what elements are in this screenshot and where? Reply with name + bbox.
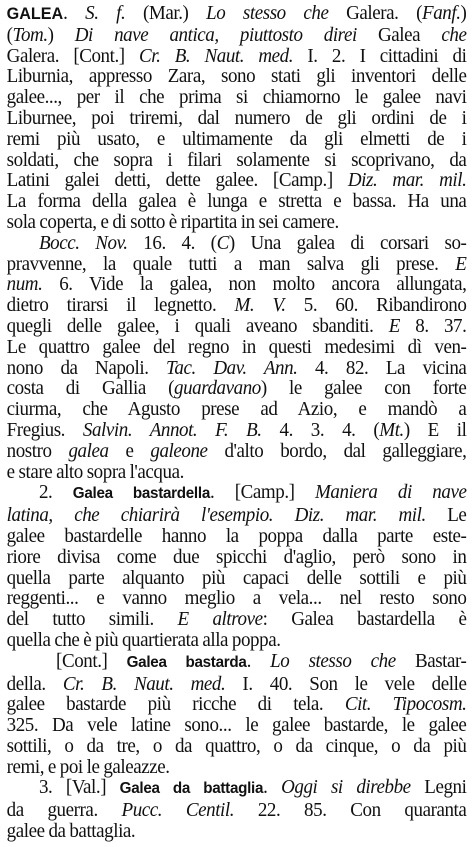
entry-line: Galera. [Cont.] Cr. B. Naut. med. I. 2. I cittadini di [6,44,467,67]
sense-3 [7,777,470,841]
sense-2-sub [7,651,470,778]
sense-line: da guerra. Pucc. Centil. 22. 85. Con quaranta [6,799,467,822]
entry-line: num. 6. Vide la galea, non molto ancora allungata, [6,273,467,296]
entry-line: Le quattro galee del regno in questi medesimi dì ven- [6,335,467,358]
citation: Cit. Tipocosm. [344,693,467,716]
sense-2 [7,482,470,650]
headword: GALEA [6,4,64,23]
sense-line: sottili, o da tre, o da quattro, o da cinque, o da più [6,734,467,757]
entry-line: costa di Gallia (guardavano) le galee con forte [6,377,467,400]
sub-lemma: Galea bastarda [126,653,247,671]
entry-line: remi più usato, e ultimamente da gli elmetti de i [6,127,467,150]
sense-line: del tutto simili. E altrove: Galea bastardella è [6,608,467,631]
entry-line: ciurma, che Agusto prese ad Azio, e mandò a [6,398,467,421]
entry-line: nono da Napoli. Tac. Dav. Ann. 4. 82. La vicina [6,356,467,379]
sense-line: quella che è più quartierata alla poppa. [6,628,281,651]
citation: M. V. [234,294,286,317]
entry-line: GALEA. S. f. (Mar.) Lo stesso che Galera. (Fanf.) [6,2,467,24]
sense-line: latina, che chiarirà l'esempio. Diz. mar. mil. Le [6,504,467,527]
entry-galea [7,3,470,482]
citation: Diz. mar. mil. [347,169,467,192]
sense-line: reggenti... e vanno meglio a vela... nel resto sono [6,587,467,610]
sense-line: [Cont.] Galea bastarda. Lo stesso che Bastar- [56,649,467,672]
sense-line: remi, e poi le galeazze. [6,755,170,778]
entry-line: Liburnia, appresso Zara, sono stati gli inventori delle [6,65,467,88]
entry-line: Fregius. Salvin. Annot. F. B. 4. 3. 4. (Mt.) E il [6,418,467,441]
sense-line: 3. [Val.] Galea da battaglia. Oggi si direbbe Legni [38,776,467,799]
entry-line: galee..., per il che prima si chiamorno le galee navi [6,86,467,109]
sub-lemma: Galea bastardella [72,485,210,503]
citation: Cr. B. Naut. med. [62,672,226,695]
entry-line: Latini galei detti, dette galee. [Camp.] Diz. mar. mil. [6,169,467,192]
citation: Cr. B. Naut. med. [138,44,294,67]
citation: Bocc. Nov. [38,231,128,254]
grammar-label: S. f. [85,2,126,24]
sense-line: della. Cr. B. Naut. med. I. 40. Son le vele delle [6,672,467,695]
citation: Tac. Dav. Ann. [166,356,298,379]
citation: Pucc. Centil. [121,799,235,822]
entry-line: dietro tirarsi il legnetto. M. V. 5. 60. Ribandirono [6,294,467,317]
entry-line: Liburnee, poi triremi, dal numero de gli ordini de i [6,106,467,129]
citation: Salvin. Annot. F. B. [82,418,262,441]
sense-line: galee da battaglia. [6,820,136,843]
entry-line: e stare alto sopra l'acqua. [6,460,184,483]
sense-line: 325. Da vele latine sono... le galee bastarde, le galee [6,714,467,737]
sense-line: galee bastarde più ricche di tela. Cit. Tipocosm. [6,693,467,716]
entry-line: nostro galea e galeone d'alto bordo, dal galleggiare, [6,439,467,462]
sub-lemma: Galea da battaglia [119,780,264,798]
entry-line: (Tom.) Di nave antica, piuttosto direi Galea che [6,23,467,46]
sense-line: galee bastardelle hanno la poppa dalla parte este- [6,524,467,547]
entry-line: quegli delle galee, i quali aveano sbanditi. E 8. 37. [6,314,467,337]
entry-line: La forma della galea è lunga e stretta e bassa. Ha una [6,190,467,213]
entry-line: sola coperta, e di sotto è ripartita in sei camere. [6,210,339,233]
sense-line: 2. Galea bastardella. [Camp.] Maniera di nave [38,481,467,504]
sense-line: quella parte alquanto più capaci delle sottili e più [6,566,467,589]
sense-line: riore divisa come due spicchi d'aglio, però sono in [6,545,467,568]
entry-line: soldati, che sopra i filari solamente si scoprivano, da [6,148,467,171]
entry-line: pravvenne, la quale tutti a man salva gli prese. E [6,252,467,275]
entry-line: Bocc. Nov. 16. 4. (C) Una galea di corsari so- [38,231,467,254]
